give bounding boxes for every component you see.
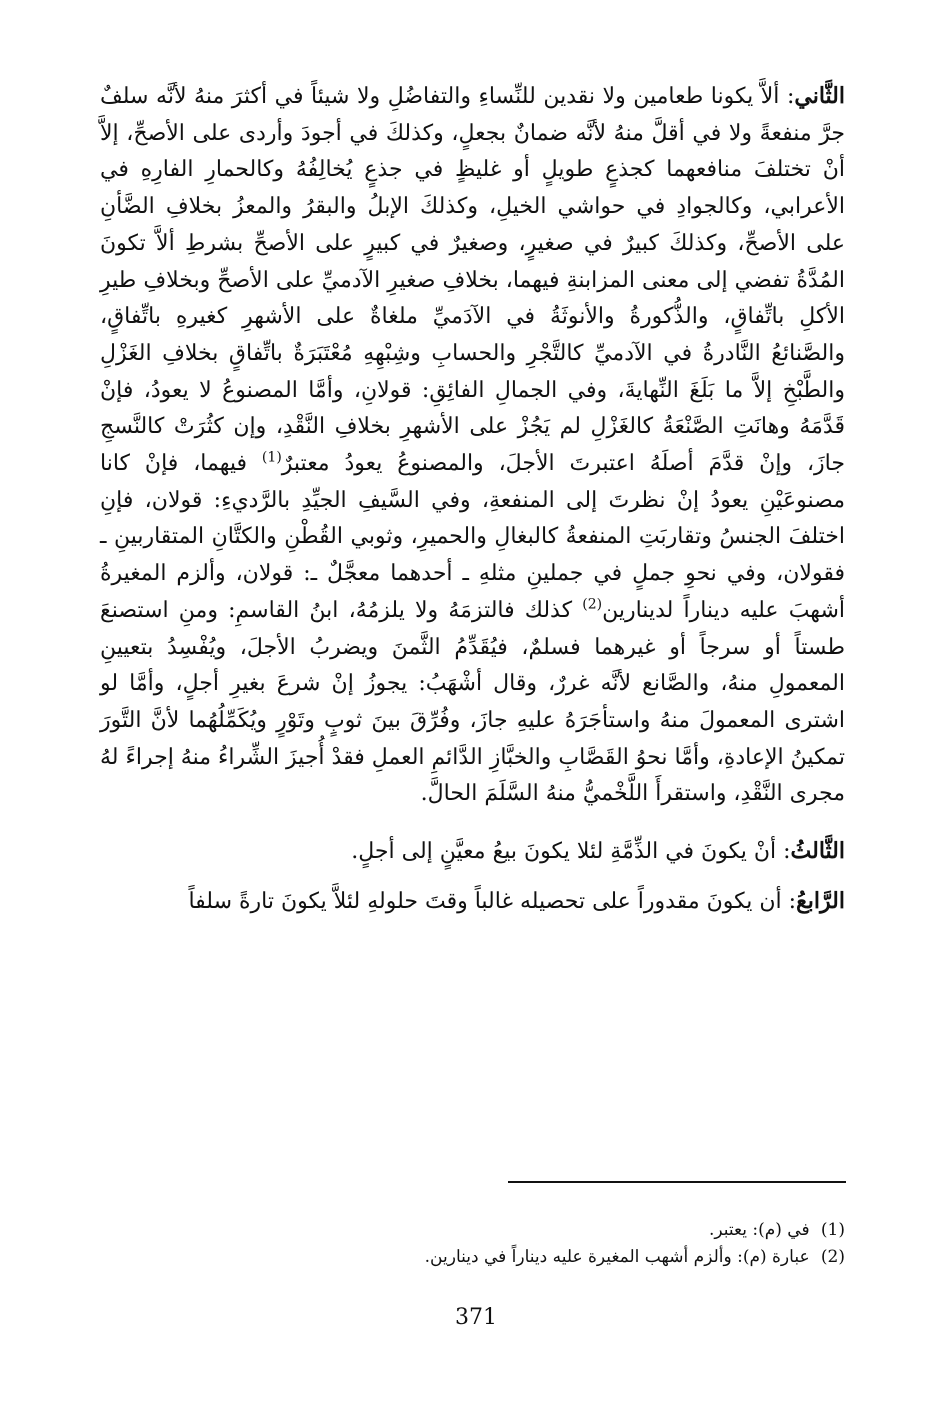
footnote-ref-2: (2) — [582, 596, 603, 613]
footnote-text: عبارة (م): وألزم أشهب المغيرة عليه ديناراً في دينارين. — [424, 1247, 810, 1267]
footnote-text: في (م): يعتبر. — [708, 1220, 810, 1240]
footnote-divider — [508, 1181, 846, 1183]
paragraph-text: : ألاَّ يكونا طعامين ولا نقدين للنِّساءِ والتفاضُلِ ولا شيئاً في أكثرَ منهُ لأنَّه سلفٌ جرَّ منفعةً ولا في أقلَّ منهُ لأنَّه ضمانٌ بجعلٍ، وكذلكَ في أجودَ وأردى على الأصحِّ، إلاَّ أنْ تختلفَ منافعهما كجذعٍ طويلٍ أو غليظٍ في جذعٍ يُخالِفُهُ وكالحمارِ الفارِهِ في الأعرابي، وكالجوادِ في حواشي الخيلِ، وكذلكَ الإبلُ والبقرُ والمعزُ بخلافِ الضَّأنِ على الأصحِّ، وكذلكَ كبيرٌ في صغيرٍ، وصغيرٌ في كبيرٍ على الأصحِّ بشرطِ ألاَّ تكونَ المُدَّةُ تفضي إلى معنى المزابنةِ فيهما، بخلافِ صغيرِ الآدميِّ على الأصحِّ وبخلافِ طيرِ الأكلِ باتِّفاقٍ، والذُّكورةُ والأنوثَةُ في الآدَميِّ ملغاةٌ على الأشهرِ كغيرهِ باتِّفاقٍ، والصَّنائعُ النَّادرةُ في الآدميِّ كالتَّجْرِ والحسابِ وشِبْهِهِ مُعْتَبَرَةٌ باتِّفاقٍ بخلافِ الغَزْلِ والطَّبْخِ إلاَّ ما بَلَغَ النِّهايةَ، وفي الجمالِ الفائِقِ: قولانِ، وأمَّا المصنوعُ لا يعودُ، فإنْ قَدَّمَهُ وهانَتِ الصَّنْعَةُ كالغَزْلِ لم يَجُزْ على الأشهرِ بخلافِ النَّقْدِ، وإن كثُرَتْ كالنَّسجِ جازَ، وإنْ قدَّمَ أصلَهُ اعتبرتَ الأجلَ، والمصنوعُ يعودُ معتبرٌ — [100, 84, 846, 477]
footnote-item — [300, 1217, 845, 1244]
paragraph-lead: الثَّالثُ — [790, 838, 845, 865]
paragraph-lead: الثَّاني — [794, 83, 845, 109]
page-number: 371 — [455, 1305, 497, 1330]
paragraph-text: فيهما، فإنْ كانا مصنوعَيْنِ يعودُ إنْ نظرتَ إلى المنفعةِ، وفي السَّيفِ الجيِّدِ بالرَّديءِ: قولان، فإنِ اختلفَ الجنسُ وتقاربَتِ المنفعةُ كالبغالِ والحميرِ، وثوبي القُطْنِ والكتَّانِ المتقاربينِ ـ فقولان، وفي نحوِ جملٍ في جملينِ مثلهِ ـ أحدهما معجَّلٌ ـ: قولان، وألزم المغيرةُ أشهبَ عليه ديناراً لدينارين — [100, 451, 845, 623]
paragraph-fourth-condition — [100, 883, 845, 921]
paragraph-lead: الرَّابعُ — [796, 887, 845, 914]
footnote-number: (1) — [820, 1220, 845, 1240]
footnotes — [300, 1217, 845, 1271]
paragraph-text: : أنْ يكونَ في الذِّمَّةِ لئلا يكونَ بيعُ معيَّنٍ إلى أجلٍ. — [351, 839, 791, 865]
footnote-number: (2) — [820, 1247, 845, 1267]
body-text — [100, 78, 845, 920]
paragraph-third-condition — [100, 833, 845, 871]
footnote-item — [300, 1244, 845, 1271]
paragraph-text: كذلك فالتزمَهُ ولا يلزمُهُ، ابنُ القاسمِ: ومنِ استصنعَ طستاً أو سرجاً أو غيرهما فسلمٌ، فيُقَدِّمُ الثَّمنَ ويضربُ الأجلَ، ويُفْسِدُ بتعيينِ المعمولِ منهُ، والصَّانع لأنَّه غررٌ، وقال أشْهَبُ: يجوزُ إنْ شرعَ بغيرِ أجلٍ، وأمَّا لو اشترى المعمولَ منهُ واستأجَرَهُ عليهِ جازَ، وفُرِّقَ بينَ ثوبٍ وتَوْرٍ ويُكَمِّلُهُما لأنَّ التَّورَ تمكينُ الإعادةِ، وأمَّا نحوُ القَصَّابِ والخبَّازِ الدَّائمِ العملِ فقدْ أُجيزَ الشِّراءُ منهُ إجراءً لهُ مجرى النَّقْدِ، واستقرأَ اللَّخْميُّ منهُ السَّلَمَ الحالَّ. — [100, 597, 845, 807]
paragraph-second-condition — [100, 78, 845, 813]
paragraph-text: : أن يكونَ مقدوراً على تحصيله غالباً وقتَ حلولهِ لئلاَّ يكونَ تارةً سلفاً — [188, 888, 797, 914]
footnote-ref-1: (1) — [261, 449, 282, 466]
